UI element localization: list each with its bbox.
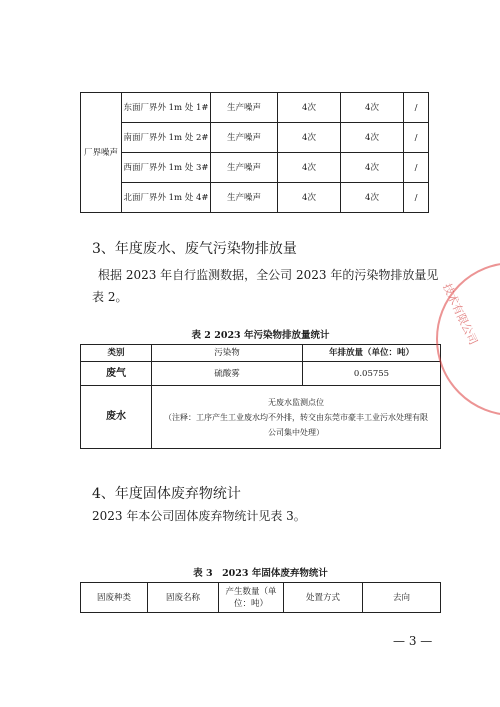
section4-paragraph: 2023 年本公司固体废弃物统计见表 3。 bbox=[92, 509, 306, 523]
noise-count: 4次 bbox=[278, 153, 341, 183]
company-seal-text: 技术有限公司 bbox=[440, 281, 480, 347]
noise-count: 4次 bbox=[341, 183, 404, 213]
page-number: — 3 — bbox=[393, 634, 433, 648]
noise-count: 4次 bbox=[278, 93, 341, 123]
noise-location: 西面厂界外 1m 处 3# bbox=[122, 153, 211, 183]
noise-count: 4次 bbox=[278, 183, 341, 213]
table2-caption: 表 2 2023 年污染物排放量统计 bbox=[191, 330, 330, 341]
table3-header: 处置方式 bbox=[284, 583, 363, 613]
table3-header: 固废种类 bbox=[81, 583, 148, 613]
pollutant-table bbox=[80, 344, 441, 449]
noise-location: 北面厂界外 1m 处 4# bbox=[122, 183, 211, 213]
water-note-line: （注释：工序产生工业废水均不外排，转交由东莞市豪丰工业污水处理有限 bbox=[164, 412, 428, 422]
section3-heading: 3、年度废水、废气污染物排放量 bbox=[92, 241, 297, 257]
noise-note: / bbox=[404, 183, 429, 213]
table3-caption: 表 3 2023 年固体废弃物统计 bbox=[193, 568, 328, 579]
section3-paragraph: 根据 2023 年自行监测数据，全公司 2023 年的污染物排放量见表 2。 bbox=[92, 268, 439, 304]
noise-location: 南面厂界外 1m 处 2# bbox=[122, 123, 211, 153]
gas-category: 废气 bbox=[81, 362, 152, 386]
noise-note: / bbox=[404, 93, 429, 123]
water-note-line: 公司集中处理） bbox=[268, 427, 324, 437]
table2-header: 污染物 bbox=[152, 345, 303, 362]
noise-source: 生产噪声 bbox=[211, 153, 278, 183]
section4-heading: 4、年度固体废弃物统计 bbox=[92, 486, 241, 502]
noise-source: 生产噪声 bbox=[211, 93, 278, 123]
noise-group-label: 厂界噪声 bbox=[81, 93, 122, 213]
noise-source: 生产噪声 bbox=[211, 183, 278, 213]
table2-header: 年排放量（单位：吨） bbox=[303, 345, 441, 362]
noise-note: / bbox=[404, 123, 429, 153]
table3-header: 产生数量（单位：吨） bbox=[219, 583, 284, 613]
table3-header: 固废名称 bbox=[148, 583, 219, 613]
water-category: 废水 bbox=[81, 386, 152, 449]
noise-count: 4次 bbox=[341, 93, 404, 123]
noise-table bbox=[80, 92, 429, 213]
noise-count: 4次 bbox=[278, 123, 341, 153]
noise-count: 4次 bbox=[341, 153, 404, 183]
water-note-line: 无废水监测点位 bbox=[268, 397, 324, 407]
solid-waste-table bbox=[80, 582, 441, 613]
noise-location: 东面厂界外 1m 处 1# bbox=[122, 93, 211, 123]
gas-pollutant: 硫酸雾 bbox=[152, 362, 303, 386]
noise-source: 生产噪声 bbox=[211, 123, 278, 153]
table3-header: 去向 bbox=[363, 583, 441, 613]
noise-note: / bbox=[404, 153, 429, 183]
gas-amount: 0.05755 bbox=[303, 362, 441, 386]
noise-count: 4次 bbox=[341, 123, 404, 153]
water-note-cell bbox=[152, 386, 441, 449]
table2-header: 类别 bbox=[81, 345, 152, 362]
